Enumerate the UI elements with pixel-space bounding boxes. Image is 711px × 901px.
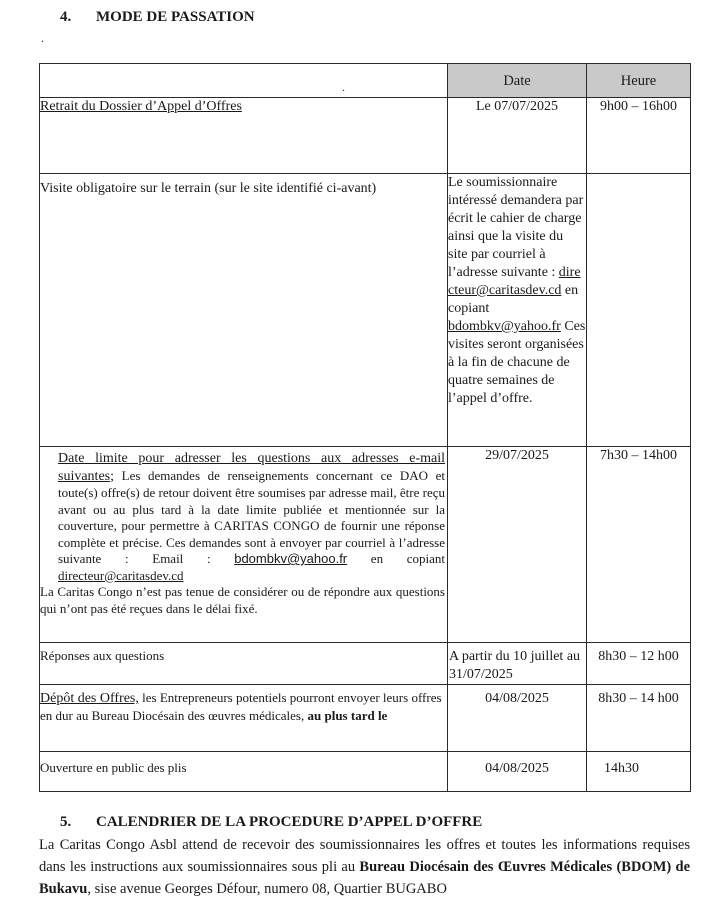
hour-cell: 9h00 – 16h00: [587, 98, 691, 174]
email-link[interactable]: bdombkv@yahoo.fr: [448, 319, 561, 334]
activity-cell: [40, 98, 448, 174]
copy-label: en copiant: [448, 283, 579, 316]
copy-label: en copiant: [370, 551, 445, 566]
date-cell: 04/08/2025: [448, 685, 587, 752]
table-row: [40, 447, 691, 643]
header-hour: Heure: [587, 64, 691, 98]
email-link[interactable]: directeur@caritasdev.cd: [58, 567, 184, 583]
questions-note: La Caritas Congo n’est pas tenue de considérer ou de répondre aux questions qui n’ont pas été reçues dans le délai fixé.: [40, 584, 445, 616]
date-cell: 04/08/2025: [448, 752, 587, 792]
stray-dot: .: [41, 31, 44, 45]
visit-outro: Ces visites seront organisées à la fin de chacune de quatre semaines de l’appel d’offre.: [448, 319, 586, 406]
hour-cell: 14h30: [587, 752, 691, 792]
paragraph-end: , sise avenue Georges Défour, numero 08, Quartier BUGABO: [87, 881, 447, 897]
questions-block: [40, 450, 445, 584]
table-row: [40, 752, 691, 792]
date-cell: [448, 174, 587, 447]
table-row: [40, 174, 691, 447]
email-link[interactable]: directeur@caritasdev.cd: [448, 265, 581, 298]
section-5-number: 5.: [60, 814, 72, 830]
activity-cell: Visite obligatoire sur le terrain (sur le site identifié ci-avant): [40, 174, 448, 447]
section-5-heading: [60, 814, 482, 831]
schedule-table: [39, 63, 691, 792]
visit-intro: Le soumissionnaire intéressé demandera par écrit le cahier de charge ainsi que la visite du site par courriel à l’adresse suivante :: [448, 175, 584, 280]
activity-cell: Réponses aux questions: [40, 643, 448, 685]
hour-cell: [587, 174, 691, 447]
section-4-number: 4.: [60, 9, 72, 25]
deposit-body: les Entrepreneurs potentiels pourront envoyer leurs offres en dur au Bureau Diocésain des œuvres médicales,: [40, 690, 442, 723]
activity-cell: [40, 685, 448, 752]
date-cell: Le 07/07/2025: [448, 98, 587, 174]
header-date: Date: [448, 64, 587, 98]
hour-cell: 8h30 – 14 h00: [587, 685, 691, 752]
questions-title: Date limite pour adresser les questions aux adresses e-mail suivantes;: [58, 451, 445, 484]
date-cell: 29/07/2025: [448, 447, 587, 643]
hour-cell: 7h30 – 14h00: [587, 447, 691, 643]
date-cell: A partir du 10 juillet au 31/07/2025: [448, 643, 587, 685]
paragraph-start: La Caritas Congo Asbl attend de recevoir des soumissionnaires les offres et toutes les informations requises dans les instructions aux soumissionnaires sous pli au: [39, 837, 690, 875]
activity-text: Retrait du Dossier d’Appel d’Offres: [40, 99, 242, 114]
activity-cell: Ouverture en public des plis: [40, 752, 448, 792]
table-row: [40, 685, 691, 752]
table-header-row: [40, 64, 691, 98]
email-link[interactable]: bdombkv@yahoo.fr: [234, 551, 348, 566]
section-4-title: MODE DE PASSATION: [96, 9, 255, 25]
paragraph-bold: Bureau Diocésain des Œuvres Médicales (BDOM) de Bukavu: [39, 859, 691, 897]
deposit-deadline: au plus tard le: [307, 707, 388, 723]
activity-cell: [40, 447, 448, 643]
section-4-heading: [60, 9, 255, 26]
header-blank-cell: .: [40, 64, 448, 98]
table-row: [40, 643, 691, 685]
hour-cell: 8h30 – 12 h00: [587, 643, 691, 685]
questions-body: Les demandes de renseignements concernant ce DAO et toute(s) offre(s) de retour doivent être soumises par adresse mail, être reçu avant ou au plus tard à la date limite publiée et mentionnée sur la couverture, pour permettre à CARITAS CONGO de fournir une réponse complète et précise. Ces demandes sont à envoyer par courriel à l’adresse suivante : Email :: [58, 467, 445, 566]
table-row: [40, 98, 691, 174]
deposit-title: Dépôt des Offres,: [40, 691, 139, 706]
section-5-title: CALENDRIER DE LA PROCEDURE D’APPEL D’OFFRE: [96, 814, 483, 830]
section-5-paragraph: [39, 834, 690, 900]
